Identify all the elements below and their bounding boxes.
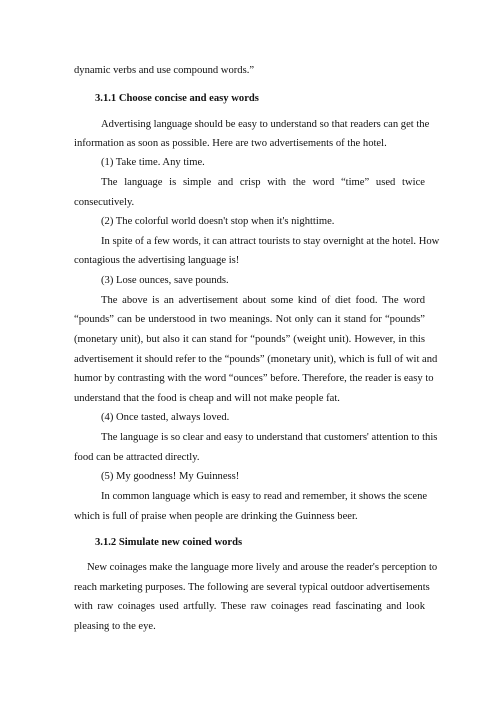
paragraph-line: The language is simple and crisp with the word “time” used twice <box>101 177 425 188</box>
example-item: (3) Lose ounces, save pounds. <box>101 275 229 286</box>
paragraph-line: reach marketing purposes. The following are several typical outdoor advertisements <box>74 582 430 593</box>
paragraph-line: “pounds” can be understood in two meanings. Not only can it stand for “pounds” <box>74 314 425 325</box>
paragraph-line: (monetary unit), but also it can stand for “pounds” (weight unit). However, in this <box>74 334 425 345</box>
paragraph-line: dynamic verbs and use compound words.” <box>74 65 255 76</box>
paragraph-line: food can be attracted directly. <box>74 452 200 463</box>
example-item: (1) Take time. Any time. <box>101 157 205 168</box>
paragraph-line: In common language which is easy to read and remember, it shows the scene <box>101 491 428 502</box>
paragraph-line: pleasing to the eye. <box>74 621 156 632</box>
paragraph-line: understand that the food is cheap and will not make people fat. <box>74 393 340 404</box>
paragraph-line: with raw coinages used artfully. These raw coinages read fascinating and look <box>74 601 425 612</box>
paragraph-line: New coinages make the language more lively and arouse the reader's perception to <box>87 562 438 573</box>
paragraph-line: The language is so clear and easy to understand that customers' attention to this <box>101 432 438 443</box>
example-item: (4) Once tasted, always loved. <box>101 412 230 423</box>
example-item: (5) My goodness! My Guinness! <box>101 471 240 482</box>
paragraph-line: In spite of a few words, it can attract tourists to stay overnight at the hotel. How <box>101 236 440 247</box>
paragraph-line: consecutively. <box>74 197 135 208</box>
section-heading-3-1-1: 3.1.1 Choose concise and easy words <box>95 93 259 104</box>
paragraph-line: contagious the advertising language is! <box>74 255 240 266</box>
paragraph-line: Advertising language should be easy to understand so that readers can get the <box>101 119 430 130</box>
paragraph-line: humor by contrasting with the word “ounces” before. Therefore, the reader is easy to <box>74 373 434 384</box>
paragraph-line: information as soon as possible. Here are two advertisements of the hotel. <box>74 138 387 149</box>
paragraph-line: which is full of praise when people are drinking the Guinness beer. <box>74 511 358 522</box>
paragraph-line: advertisement it should refer to the “pounds” (monetary unit), which is full of wit and <box>74 354 438 365</box>
paragraph-line: The above is an advertisement about some kind of diet food. The word <box>101 295 425 306</box>
section-heading-3-1-2: 3.1.2 Simulate new coined words <box>95 537 243 548</box>
example-item: (2) The colorful world doesn't stop when it's nighttime. <box>101 216 335 227</box>
